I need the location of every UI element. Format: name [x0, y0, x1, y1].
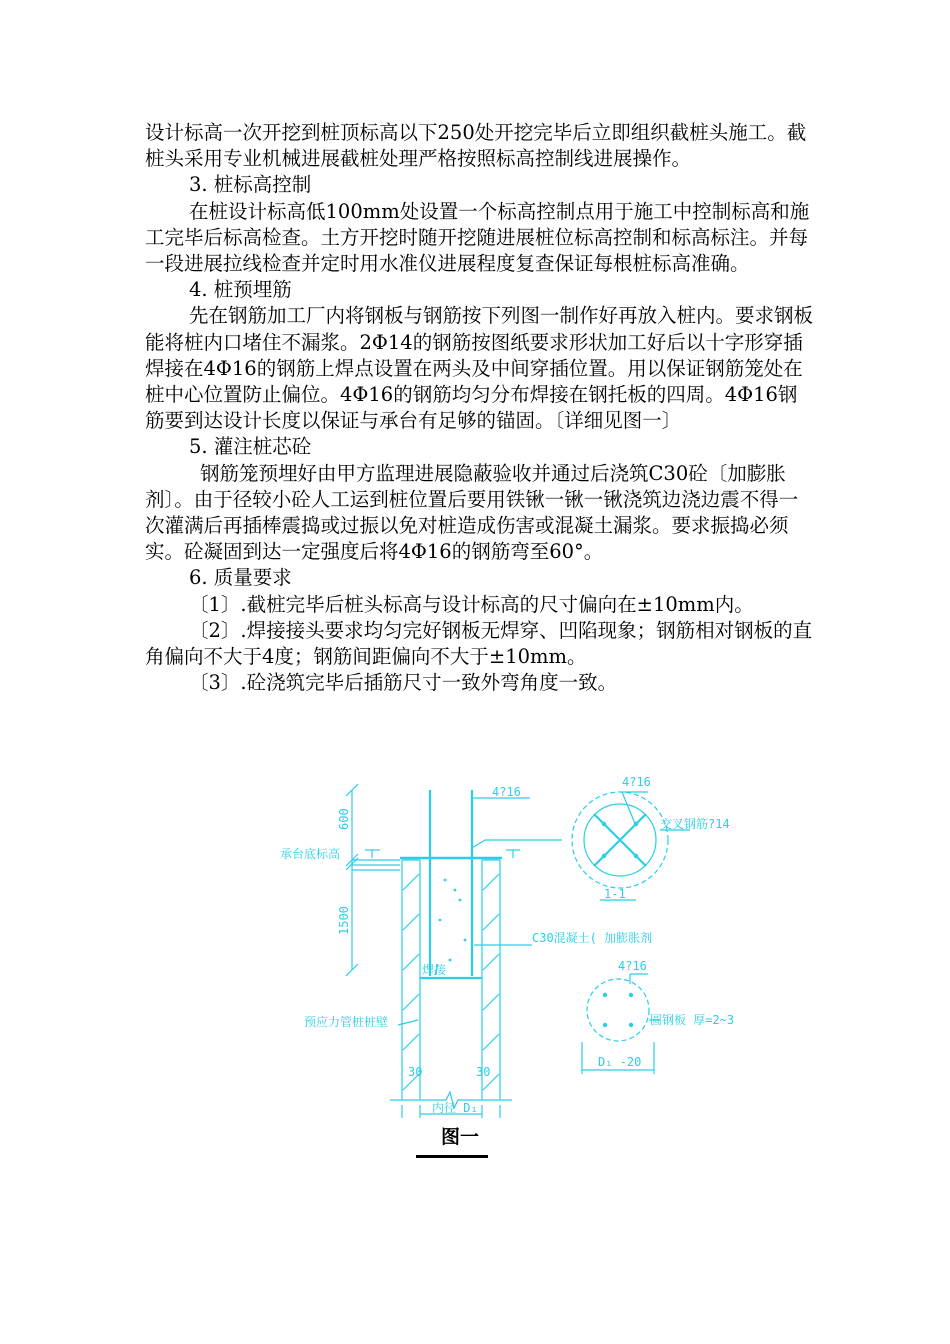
label-cap-bottom: 承台底标高 [280, 847, 341, 861]
label-bar-top: 4?16 [492, 785, 521, 799]
label-section-name: 1-1 [604, 887, 626, 901]
quality-item-3: 〔3〕.砼浇筑完毕后插筋尺寸一致外弯角度一致。 [189, 671, 618, 695]
label-inner-diameter: 内径 D₁ [432, 1101, 478, 1115]
label-weld: 焊接 [422, 963, 447, 977]
label-section-bar: 4?16 [622, 775, 651, 789]
paragraph-core-concrete: 钢筋笼预埋好由甲方监理进展隐蔽验收并通过后浇筑C30砼〔加膨胀剂〕。由于径较小砼人工运到桩位置后要用铁锹一锹一锹浇筑边浇边震不得一次灌满后再插棒震捣或过振以免对桩造成伤害或混凝土漏浆。要求振捣必须实。砼凝固到达一定强度后将4Φ16的钢筋弯至60°。 [145, 461, 799, 564]
quality-item-1: 〔1〕.截桩完毕后桩头标高与设计标高的尺寸偏向在±10mm内。 [189, 592, 754, 616]
heading-embedded-rebar: 4. 桩预埋筋 [189, 278, 292, 302]
figure-pile-detail [270, 770, 770, 1120]
label-plate-bar: 4?16 [618, 959, 647, 973]
heading-pile-elevation: 3. 桩标高控制 [189, 173, 312, 197]
label-dim-30-right: 30 [476, 1065, 491, 1079]
label-dim-1500: 1500 [337, 906, 351, 935]
label-plate: 圆钢板 厚=2~3 [650, 1013, 735, 1027]
figure-caption: 图一 [440, 1126, 479, 1148]
caption-underline [416, 1155, 488, 1158]
label-pile-wall: 预应力管桩桩壁 [304, 1015, 389, 1029]
heading-core-concrete: 5. 灌注桩芯砼 [189, 435, 312, 459]
body-text [145, 120, 815, 696]
paragraph-embedded-rebar: 先在钢筋加工厂内将钢板与钢筋按下列图一制作好再放入桩内。要求钢板能将桩内口堵住不漏浆。2Φ14的钢筋按图纸要求形状加工好后以十字形穿插焊接在4Φ16的钢筋上焊点设置在两头及中间穿插位置。用以保证钢筋笼处在桩中心位置防止偏位。4Φ16的钢筋均匀分布焊接在钢托板的四周。4Φ16钢筋要到达设计长度以保证与承台有足够的锚固。〔详细见图一〕 [145, 304, 814, 433]
figure-drawing [270, 770, 770, 1120]
plate-circle [587, 979, 649, 1041]
paragraph-pile-elevation: 在桩设计标高低100mm处设置一个标高控制点用于施工中控制标高和施工完毕后标高检查。土方开挖时随开挖随进展桩位标高控制和标高标注。并每一段进展拉线检查并定时用水准仪进展程度复查保证每根桩标高准确。 [145, 199, 810, 276]
label-dim-30-left: 30 [408, 1065, 423, 1079]
label-dim-600: 600 [337, 808, 351, 830]
heading-quality: 6. 质量要求 [189, 566, 292, 590]
label-cross-bar: 交叉钢筋?14 [660, 817, 730, 831]
quality-item-2: 〔2〕.焊接接头要求均匀完好钢板无焊穿、凹陷现象；钢筋相对钢板的直角偏向不大于4度；钢筋间距偏向不大于±10mm。 [145, 618, 813, 669]
paragraph-intro: 设计标高一次开挖到桩顶标高以下250处开挖完毕后立即组织截桩头施工。截桩头采用专业机械进展截桩处理严格按照标高控制线进展操作。 [145, 121, 807, 171]
label-plate-diameter: D₁ -20 [598, 1055, 642, 1069]
label-concrete: C30混凝土( 加膨胀剂 [532, 931, 653, 945]
